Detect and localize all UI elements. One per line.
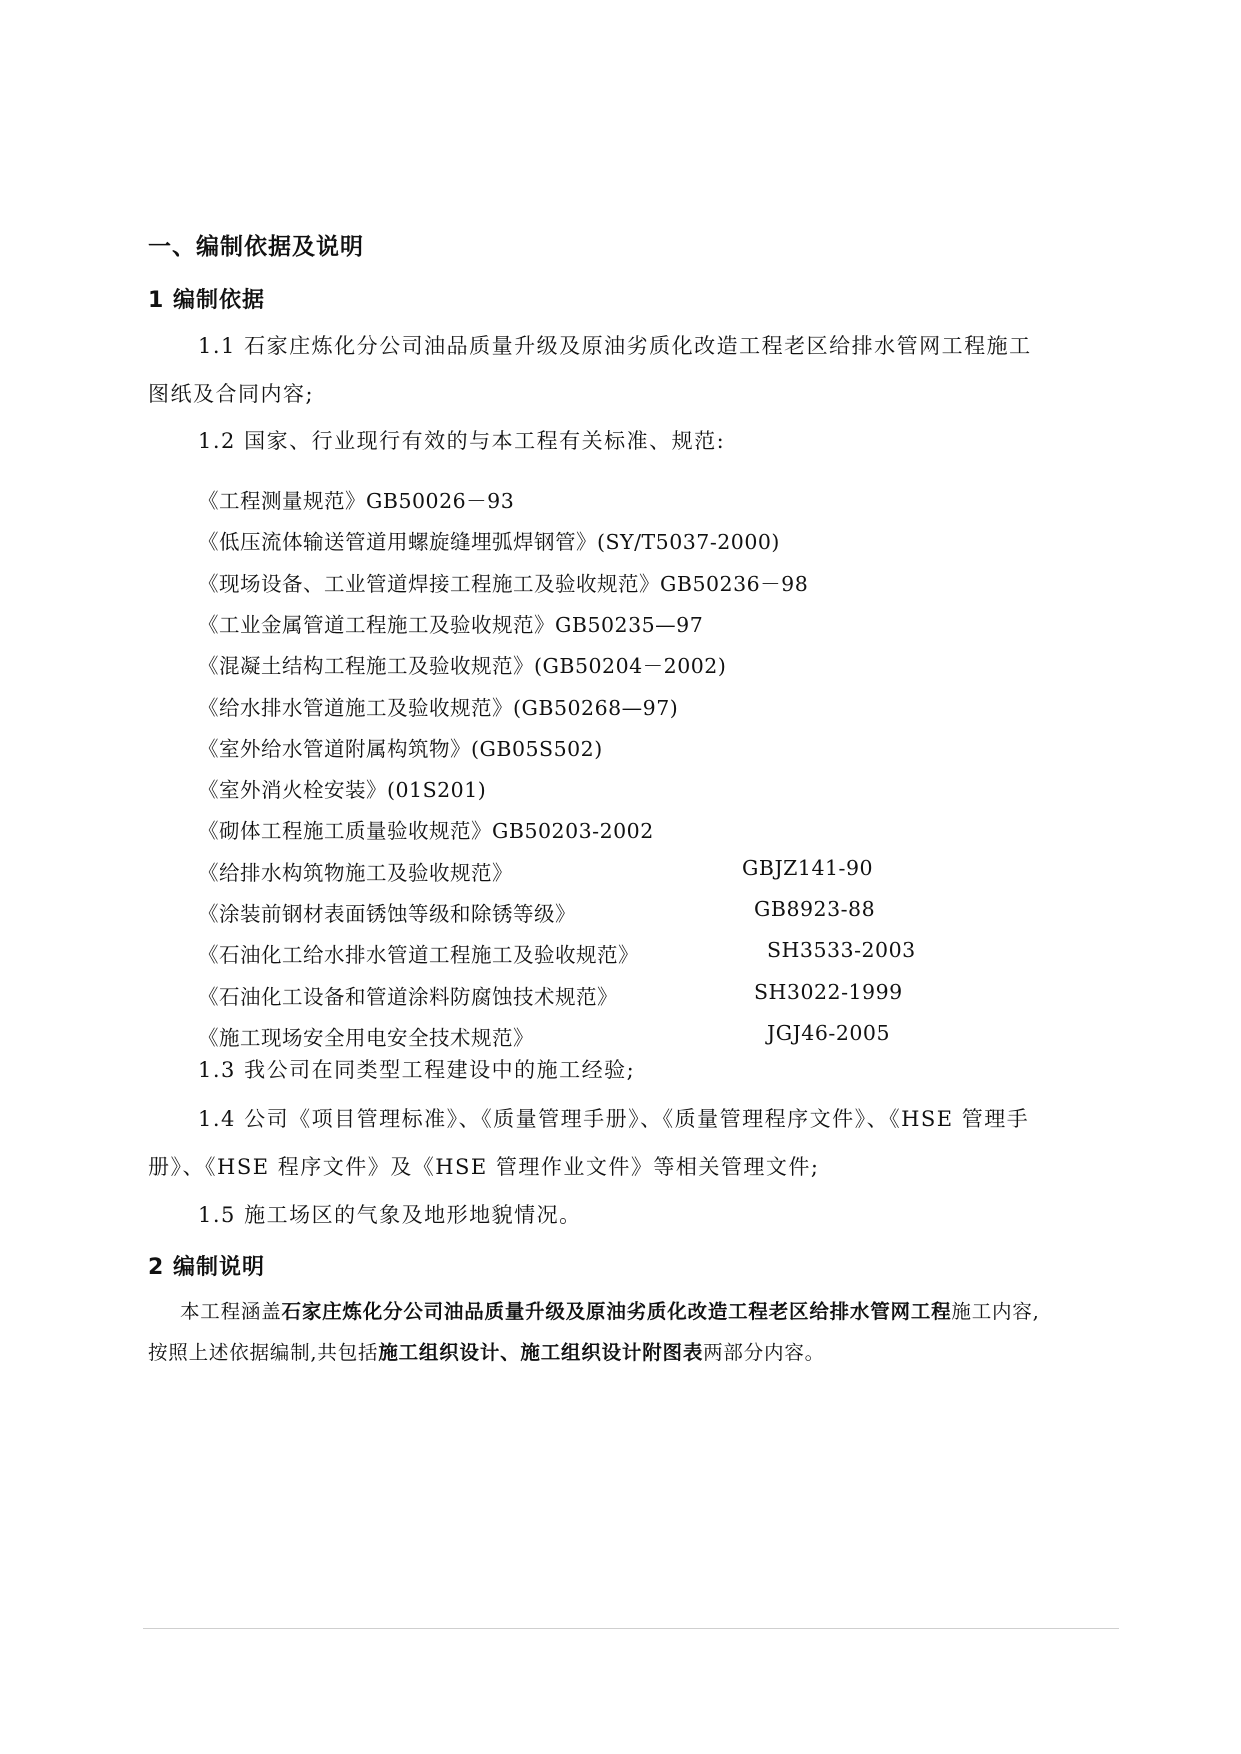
standard-name: 《低压流体输送管道用螺旋缝埋弧焊钢管》(SY/T5037-2000): [198, 530, 780, 554]
item-1-1-line2: 图纸及合同内容;: [148, 382, 315, 406]
standard-code: GBJZ141-90: [742, 856, 874, 880]
explanation-line1: [180, 1296, 1040, 1324]
standard-name: 《石油化工给水排水管道工程施工及验收规范》: [198, 943, 639, 967]
item-1-1-line1: 1.1 石家庄炼化分公司油品质量升级及原油劣质化改造工程老区给排水管网工程施工: [198, 334, 1032, 358]
standard-name: 《施工现场安全用电安全技术规范》: [198, 1026, 534, 1050]
explanation-heading: 2 编制说明: [148, 1255, 265, 1280]
item-1-5: 1.5 施工场区的气象及地形地貌情况。: [198, 1203, 582, 1227]
standard-name: 《给排水构筑物施工及验收规范》: [198, 861, 513, 885]
standard-name: 《砌体工程施工质量验收规范》GB50203-2002: [198, 819, 654, 843]
explanation-line2-post: 两部分内容。: [703, 1341, 825, 1364]
standard-name: 《给水排水管道施工及验收规范》(GB50268—97): [198, 696, 679, 720]
standard-name: 《工程测量规范》GB50026－93: [198, 489, 515, 513]
explanation-line2-bold: 施工组织设计、施工组织设计附图表: [378, 1341, 704, 1364]
explanation-line1-post: 施工内容,: [951, 1300, 1040, 1323]
standard-code: SH3022-1999: [754, 980, 903, 1004]
footer-divider: [143, 1628, 1119, 1629]
explanation-line1-bold: 石家庄炼化分公司油品质量升级及原油劣质化改造工程老区给排水管网工程: [281, 1300, 952, 1323]
standard-code: SH3533-2003: [767, 938, 916, 962]
standard-code: GB8923-88: [754, 897, 876, 921]
standard-name: 《石油化工设备和管道涂料防腐蚀技术规范》: [198, 985, 618, 1009]
basis-heading: 1 编制依据: [148, 288, 265, 313]
standard-name: 《室外给水管道附属构筑物》(GB05S502): [198, 737, 603, 761]
standard-code: JGJ46-2005: [767, 1021, 890, 1045]
item-1-3: 1.3 我公司在同类型工程建设中的施工经验;: [198, 1058, 636, 1082]
standard-name: 《涂装前钢材表面锈蚀等级和除锈等级》: [198, 902, 576, 926]
standard-name: 《现场设备、工业管道焊接工程施工及验收规范》GB50236－98: [198, 572, 809, 596]
standard-name: 《混凝土结构工程施工及验收规范》(GB50204－2002): [198, 654, 727, 678]
standard-name: 《室外消火栓安装》(01S201): [198, 778, 487, 802]
item-1-4-line1: 1.4 公司《项目管理标准》、《质量管理手册》、《质量管理程序文件》、《HSE 管理手: [198, 1107, 1030, 1131]
explanation-line1-pre: 本工程涵盖: [180, 1300, 282, 1323]
explanation-line2-pre: 按照上述依据编制,共包括: [148, 1341, 379, 1364]
standard-name: 《工业金属管道工程施工及验收规范》GB50235—97: [198, 613, 704, 637]
section-title: 一、编制依据及说明: [148, 234, 364, 260]
item-1-4-line2: 册》、《HSE 程序文件》及《HSE 管理作业文件》等相关管理文件;: [148, 1155, 820, 1179]
explanation-line2: [148, 1337, 825, 1365]
item-1-2: 1.2 国家、行业现行有效的与本工程有关标准、规范:: [198, 429, 726, 453]
